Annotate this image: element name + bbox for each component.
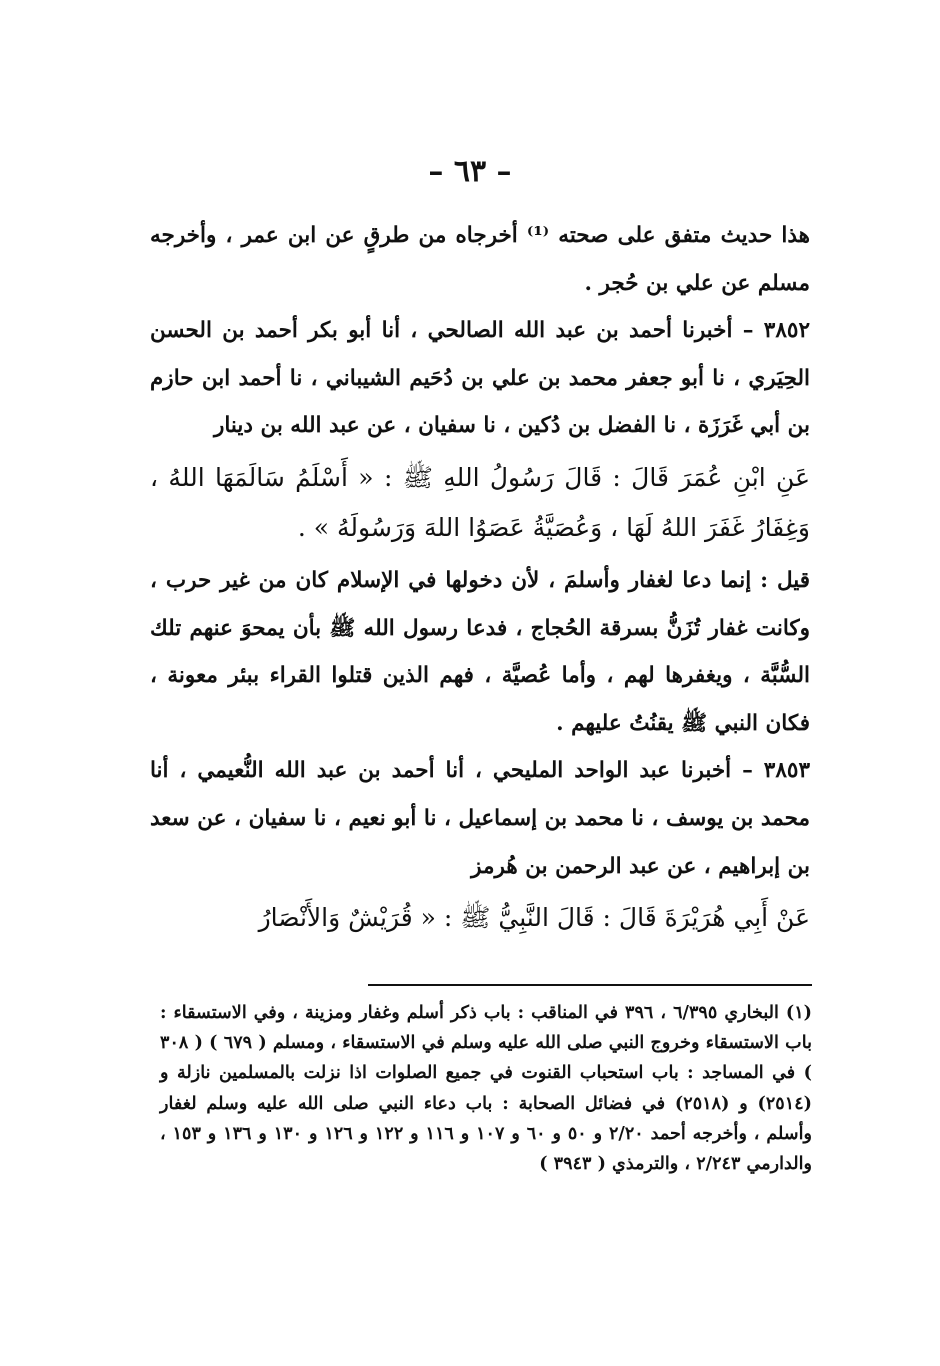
footnote-divider [368, 984, 812, 986]
main-text [150, 212, 810, 947]
hadith-text-3852: عَنِ ابْنِ عُمَرَ قَالَ : قَالَ رَسُولُ اللهِ ﷺ : « أَسْلَمُ سَالَمَهَا اللهُ ، وَغِفَارُ غَفَرَ اللهُ لَهَا ، وَعُصَيَّةُ عَصَوُا اللهَ وَرَسُولَهُ » . [150, 462, 810, 542]
footnotes [160, 998, 812, 1179]
page-number: – ٦٣ – [428, 154, 512, 189]
hadith-text-3853: عَنْ أَبِي هُرَيْرَةَ قَالَ : قَالَ النَّبِيُّ ﷺ : « قُرَيْشٌ وَالأَنْصَارُ [258, 903, 810, 933]
paragraph-isnad-3853: ٣٨٥٣ – أخبرنا عبد الواحد المليحي ، أنا أحمد بن عبد الله النُّعيمي ، أنا محمد بن يوسف ، نا محمد بن إسماعيل ، نا أبو نعيم ، نا سفيان ، عن سعد بن إبراهيم ، عن عبد الرحمن بن هُرمز [150, 758, 810, 879]
footnote-1: (١) البخاري ٦/٣٩٥ ، ٣٩٦ في المناقب : باب ذكر أسلم وغفار ومزينة ، وفي الاستسقاء : باب الاستسقاء وخروج النبي صلى الله عليه وسلم في الاستسقاء ، ومسلم ( ٦٧٩ ) ( ٣٠٨ ) في المساجد : باب استحباب القنوت في جميع الصلوات اذا نزلت بالمسلمين نازلة و (٢٥١٤) و (٢٥١٨) في فضائل الصحابة : باب دعاء النبي صلى الله عليه وسلم لغفار وأسلم ، وأخرجه أحمد ٢/٢٠ و ٥٠ و ٦٠ و ١٠٧ و ١١٦ و ١٢٢ و ١٢٦ و ١٣٠ و ١٣٦ و ١٥٣ ، والدارمي ٢/٢٤٣ ، والترمذي ( ٣٩٤٣ ) [160, 1002, 813, 1175]
paragraph-explanation: قيل : إنما دعا لغفار وأسلمَ ، لأن دخولها في الإسلام كان من غير حرب ، وكانت غفار تُزَنُّ بسرقة الحُجاج ، فدعا رسول الله ﷺ بأن يمحوَ عنهم تلك السُّبَّة ، ويغفرها لهم ، وأما عُصيَّة ، فهم الذين قتلوا القراء ببئر معونة ، فكان النبي ﷺ يقنُتُ عليهم . [150, 567, 810, 736]
paragraph-isnad-3852: ٣٨٥٢ – أخبرنا أحمد بن عبد الله الصالحي ، أنا أبو بكر أحمد بن الحسن الحِيَري ، نا أبو جعفر محمد بن علي بن دُحَيم الشيباني ، نا أحمد ابن حازم بن أبي غَرَزَة ، نا الفضل بن دُكين ، نا سفيان ، عن عبد الله بن دينار [150, 318, 810, 439]
paragraph-commentary: هذا حديث متفق على صحته ⁽¹⁾ أخرجاه من طرقٍ عن ابن عمر ، وأخرجه مسلم عن علي بن حُجر . [150, 223, 810, 296]
